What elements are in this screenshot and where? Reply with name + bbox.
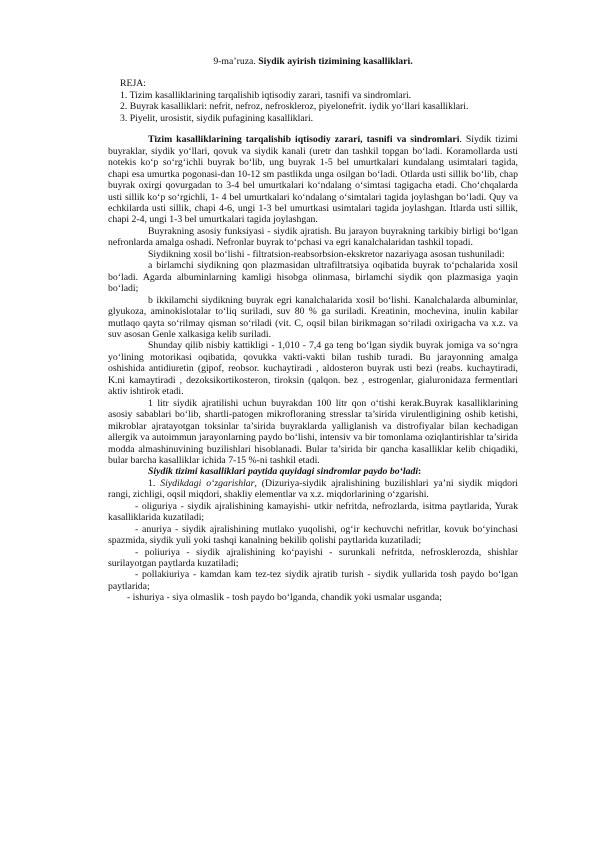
paragraph-syndromes-heading [108, 466, 518, 477]
paragraph-text: , (Dizuriya-siydik ajralishining buzilishlari ya’ni siydik miqdori rangi, zichligi, oqsil miqdori, shakliy elementlar va x.z. miqdorlarining o‘zgarishi. [108, 477, 519, 501]
lecture-topic: Siydik ayirish tizimining kasalliklari. [258, 56, 413, 67]
paragraph-secondary-urine: b ikkilamchi siydikning buyrak egri kanalchalarida xosil bo‘lishi. Kanalchalarda albuminlar, glyukoza, aminokislotalar to‘liq suriladi, suv 80 % ga suriladi. Kreatinin, mochevina, inulin kabilar mutlaqo qayta so‘rilmay qisman so‘riladi (vit. C, oqsil bilan birikmagan so‘riladi oxirigacha va x.z. va suv asosan Genle xalkasiga kelib suriladi. [108, 294, 518, 340]
lecture-number: 9-ma’ruza. [213, 56, 259, 67]
plan-section [120, 78, 518, 124]
paragraph-primary-urine: a birlamchi siydikning qon plazmasidan ultrafiltratsiya oqibatida buyrak to‘pchalarida xosil bo‘ladi. Agarda albuminlarning kamligi hisobga olinmasa, birlamchi siydik qon plazmasiga yaqin bo‘ladi; [108, 260, 518, 295]
list-item-ischuria: - ishuriya - siya olmaslik - tosh paydo bo‘lganda, chandik yoki usmalar usganda; [127, 592, 442, 604]
list-item-pollakiuria: - pollakiuriya - kamdan kam tez-tez siydik ajratib turish - siydik yullarida tosh paydo bo‘lgan paytlarida; [108, 569, 518, 592]
paragraph-urine-formation: Siydikning xosil bo‘lishi - filtratsion-reabsorbsion-ekskretor nazariyaga asosan tushuniladi: [148, 248, 505, 260]
colon: : [418, 466, 422, 478]
paragraph-text: . Siydik tizimi buyraklar, siydik yo‘llari, qovuk va siydik kanali (uretr dan tashkil topgan bo‘ladi. Koramollarda usti notekis ko‘p so‘rg‘ichli buyrak bo‘lib, ung buyrak 1-5 bel umurtkalari kundalang usimtalari tagida, chapi esa umurtka pogonasi-dan 10-12 sm pastlikda unga osilgan bo‘ladi. Otlarda usti sillik bo‘lib, chap buyrak oxirgi qovurgadan to 3-4 bel umurtkalari ko‘ndalang o‘simtasi tagigacha etadi. Cho‘chqalarda usti sillik ko‘p so‘rgichli, 1- 4 bel umurtkalari ko‘ndalang o‘simtalari tagida joylashgan bo‘ladi. Quy va echkilarda usti sillik, chapi 4-6, ungi 1-3 bel umurtkasi usimtalari tagida joylashgan. Itlarda usti sillik, chapi 2-4, ungi 1-3 bel umurtkalari tagida joylashgan. [108, 134, 518, 226]
list-number: 1. [148, 477, 161, 489]
list-item-polyuria: - poliuriya - siydik ajralishining ko‘payishi - surunkali nefritda, nefrosklerozda, shishlar surilayotgan paytlarda kuzatiladi; [108, 546, 518, 570]
section-heading: Tizim kasalliklarining tarqalishib iqtisodiy zarari, tasnifi va sindromlari [148, 134, 460, 146]
syndromes-heading: Siydik tizimi kasalliklari paytida quyidagi sindromlar paydo bo‘ladi [148, 466, 419, 478]
plan-heading: REJA: [120, 78, 147, 90]
paragraph-causes: 1 litr siydik ajratilishi uchun buyrakdan 100 litr qon o‘tishi kerak.Buyrak kasalliklarining asosiy sabablari bo‘lib, shartli-patogen mikroflorаning stresslar ta’sirida virulentligining oshib ketishi, mikroblar ajratayotgan toksinlar ta’sirida buyraklarda yalliglanish va distrofiyalar bilan kechadigan allergik va autoimmun jarayonlarning paydo bo‘lishi, intensiv va bir tomonlama oziqlantirishlar ta’sirida modda almashinuvining buzilishlari hisoblanadi. Bular ta’sirida bir qancha kasalliklar kelib chiqadiki, bular barcha kasalliklar ichida 7-15 %-ni tashkil etadi. [108, 397, 518, 466]
plan-item: 3. Piyelit, urosistit, siydik pufagining kasalliklari. [120, 112, 314, 124]
plan-item: 2. Buyrak kasalliklari: nefrit, nefroz, nefroskleroz, piyelonefrit. iydik yo‘llari kasalliklari. [120, 101, 469, 113]
paragraph-urine-changes [108, 478, 518, 501]
paragraph-kidney-function: Buyrakning asosiy funksiyasi - siydik ajratish. Bu jarayon buyrakning tarkibiy birligi bo‘lgan nefronlarda amalga oshadi. Nefronlar buyrak to‘pchasi va egri kanalchalaridan tashkil topadi. [108, 225, 518, 249]
italic-term: Siydikdagi o‘zgarishlar [160, 477, 255, 489]
list-item-oliguria: - oliguriya - siydik ajralishining kamayishi- utkir nefritda, nefrozlarda, isitma paytlarida, Yurak kasalliklarida kuzatiladi; [108, 500, 518, 524]
list-item-anuria: - anuriya - siydik ajralishining mutlako yuqolishi, og‘ir kechuvchi nefritlar, kovuk bo‘yinchasi spazmida, siydik yuli yoki tashqi kanalning bekilib qolishi paytlarida kuzatiladi; [108, 523, 518, 547]
lecture-title [108, 56, 518, 67]
paragraph-intro [108, 134, 518, 226]
plan-item: 1. Tizim kasalliklarining tarqalishib iqtisodiy zarari, tasnifi va sindromlari. [120, 89, 412, 101]
paragraph-density: Shunday qilib nisbiy kattikligi - 1,010 - 7,4 ga teng bo‘lgan siydik buyrak jomiga va so‘ngra yo‘lining motorikasi oqibatida, qovukka vakti-vakti bilan tushib turadi. Bu jarayonning amalga oshishida antidiuretin (gipof, reobsor. kuchaytiradi , aldosteron buyrak usti bezi (reabs. kuchaytiradi, K.ni kamaytiradi , dezoksikortikosteron, tiroksin (qalqon. bez , estrogenlar, gialuronidaza fermentlari aktiv ishtirok etadi. [108, 340, 518, 398]
